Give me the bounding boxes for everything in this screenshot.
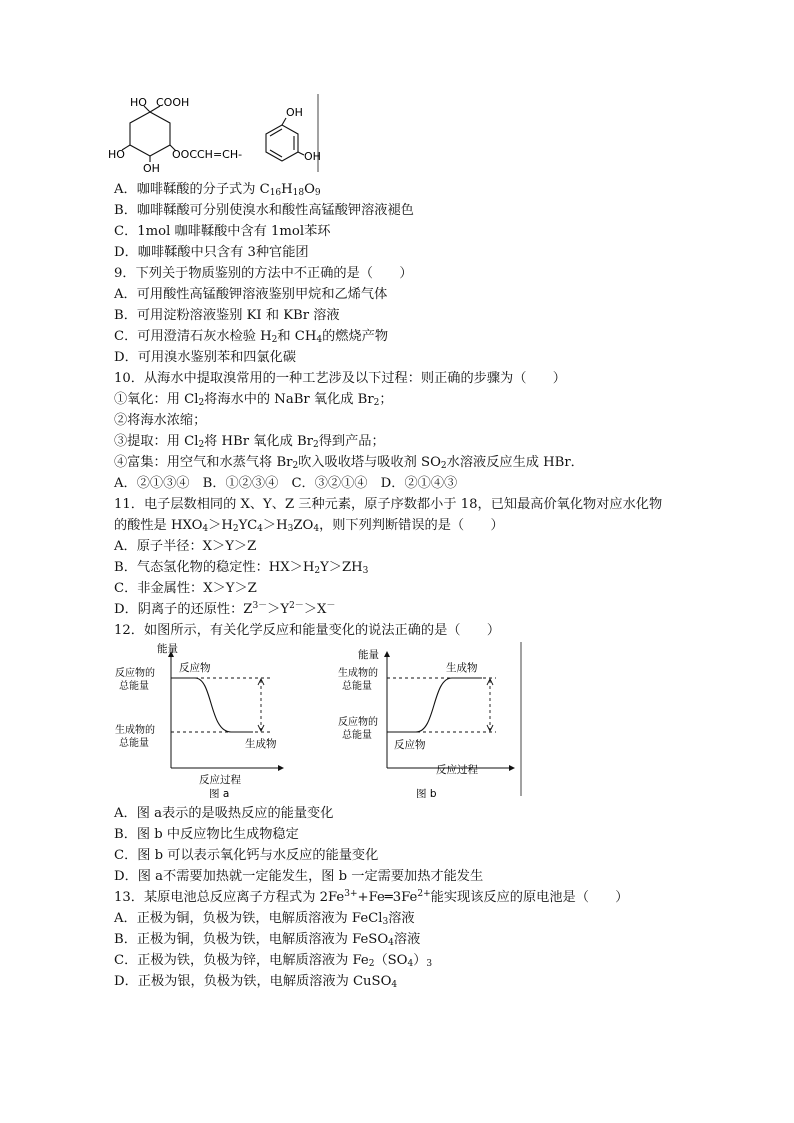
q11-option-a: A．原子半径：X＞Y＞Z [114,539,257,554]
tick-low-line2: 总能量 [342,730,372,741]
start-label: 反应物 [179,662,211,674]
energy-diagram-b [336,640,526,798]
q8-option-a: A．咖啡鞣酸的分子式为 $C_{16}H_{18}O_9$ [114,182,321,198]
tick-high-line2: 总能量 [342,681,372,692]
q13-option-d: D．正极为银，负极为铁，电解质溶液为 CuSO$_4$ [114,974,398,990]
y-axis-label: 能量 [157,643,178,655]
q9-stem: 9．下列关于物质鉴别的方法中不正确的是（ ） [114,266,413,281]
y-axis-label: 能量 [358,649,379,661]
tick-low-line1: 反应物的 [338,717,378,728]
benzene-ring [266,118,304,161]
x-axis-label: 反应过程 [436,764,478,776]
q9-option-b: B．可用淀粉溶液鉴别 KI 和 KBr 溶液 [114,308,340,323]
cyclohexane-ring [122,106,176,162]
q9-option-d: D．可用溴水鉴别苯和四氯化碳 [114,350,297,365]
q8-option-c: C．1mol 咖啡鞣酸中含有 1mol苯环 [114,224,331,239]
ho-left-label: HO [108,148,125,161]
energy-diagram-a [113,640,285,798]
q10-stem: 10．从海水中提取溴常用的一种工艺涉及以下过程：则正确的步骤为（ ） [114,371,566,386]
q11-stem-line-2: 的酸性是 $HXO_4>H_2YC_4>H_3ZO_4$，则下列判断错误的是（ ） [114,518,504,534]
ester-label: OOCCH=CH- [172,148,243,161]
chlorogenic-acid-structure [108,92,323,174]
tick-high-line1: 反应物的 [115,668,155,679]
oh-ring-right-label: OH [304,150,321,163]
end-label: 生成物 [446,662,478,674]
tick-low-line1: 生成物的 [115,725,155,736]
q10-step-3: ③提取：用 $Cl_2$将 HBr 氧化成 $Br_2$得到产品； [114,434,385,450]
ho-top-label: HO [130,96,147,109]
tick-high-line1: 生成物的 [338,668,378,679]
q10-options: A．②①③④ B．①②③④ C．③②①④ D．②①④③ [114,476,458,491]
q13-option-b: B．正极为铜，负极为铁，电解质溶液为 FeSO$_4$溶液 [114,932,421,948]
q11-option-b: B．气态氢化物的稳定性：$HX>H_2Y>ZH_3$ [114,560,369,576]
q11-option-d: D．阴离子的还原性：$Z^{3-}>Y^{2-}>X^-$ [114,601,336,617]
start-label: 反应物 [394,739,426,751]
oh-ring-top-label: OH [286,106,303,119]
q10-step-2: ②将海水浓缩； [114,413,207,428]
q8-option-d: D．咖啡鞣酸中只含有 3种官能团 [114,245,309,260]
q10-step-1: ①氧化：用 $Cl_2$将海水中的 NaBr 氧化成 $Br_2$； [114,392,393,408]
energy-curve [173,678,253,732]
tick-low-line2: 总能量 [119,738,149,749]
cooh-label: COOH [156,96,190,109]
q12-option-c: C．图 b 可以表示氧化钙与水反应的能量变化 [114,848,379,863]
x-axis-label: 反应过程 [199,774,241,786]
q13-stem: 13．某原电池总反应离子方程式为 $2Fe^{3+}+Fe═3Fe^{2+}$能实现该反应的原电池是（ ） [114,889,629,905]
q13-option-a: A．正极为铜，负极为铁，电解质溶液为 FeCl$_3$溶液 [114,911,415,927]
q12-option-a: A．图 a表示的是吸热反应的能量变化 [114,806,334,821]
q12-option-d: D．图 a不需要加热就一定能发生，图 b 一定需要加热才能发生 [114,869,484,884]
oh-bottom-label: OH [143,162,160,174]
q9-option-c: C．可用澄清石灰水检验 $H_2$和 $CH_4$的燃烧产物 [114,329,389,345]
q13-option-c: C．正极为铁，负极为锌，电解质溶液为 $Fe_2(SO_4)_3$ [114,953,433,969]
caption: 图 a [209,788,230,798]
q8-option-b: B．咖啡鞣酸可分别使溴水和酸性高锰酸钾溶液褪色 [114,203,414,218]
q12-option-b: B．图 b 中反应物比生成物稳定 [114,827,299,842]
q9-option-a: A．可用酸性高锰酸钾溶液鉴别甲烷和乙烯气体 [114,287,388,302]
energy-curve [389,678,482,732]
q12-stem: 12．如图所示，有关化学反应和能量变化的说法正确的是（ ） [114,623,501,638]
q11-stem-line-1: 11．电子层数相同的 X、Y、Z 三种元素，原子序数都小于 18，已知最高价氧化物对应水化物 [114,497,663,512]
q11-option-c: C．非金属性：X＞Y＞Z [114,581,257,596]
end-label: 生成物 [245,738,277,750]
q10-step-4: ④富集：用空气和水蒸气将 $Br_2$吹入吸收塔与吸收剂 $SO_2$水溶液反应生成 HBr． [114,455,584,471]
tick-high-line2: 总能量 [119,681,149,692]
caption: 图 b [416,788,437,798]
